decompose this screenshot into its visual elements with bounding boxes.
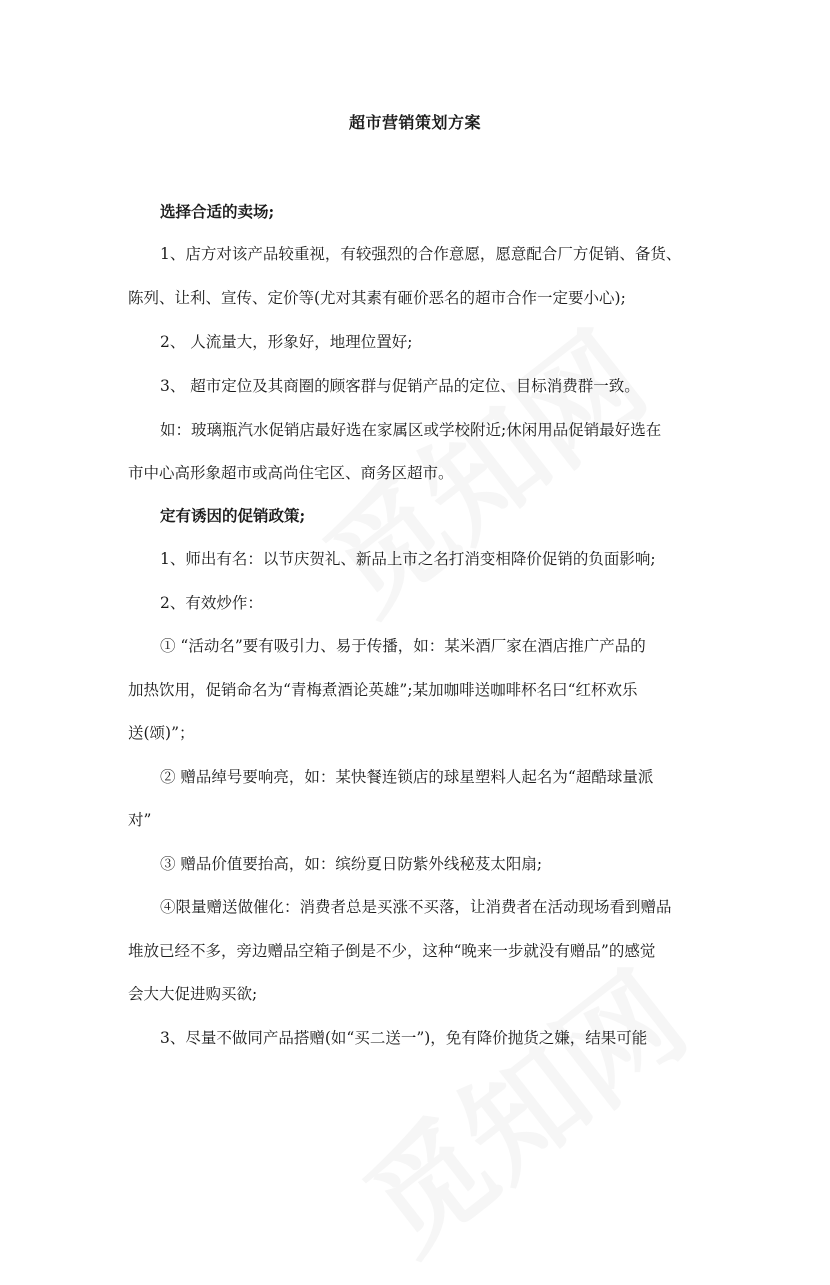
document-title: 超市营销策划方案 [348, 113, 481, 132]
section-heading: 选择合适的卖场; [160, 202, 275, 221]
paragraph-line: 送(颂)”； [128, 724, 195, 742]
paragraph-line: 堆放已经不多，旁边赠品空箱子倒是不少，这种“晚来一步就没有赠品”的感觉 [128, 942, 656, 960]
paragraph-line: 如：玻璃瓶汽水促销店最好选在家属区或学校附近;休闲用品促销最好选在 [160, 421, 662, 439]
paragraph-line: 1、师出有名：以节庆贺礼、新品上市之名打消变相降价促销的负面影响; [160, 550, 656, 568]
section-heading: 定有诱因的促销政策; [160, 506, 306, 525]
paragraph-line: 3、 超市定位及其商圈的顾客群与促销产品的定位、目标消费群一致。 [160, 377, 640, 395]
paragraph-line: ③ 赠品价值要抬高，如：缤纷夏日防紫外线秘芨太阳扇; [160, 855, 543, 873]
paragraph-line: ④限量赠送做催化：消费者总是买涨不买落，让消费者在活动现场看到赠品 [160, 898, 672, 916]
paragraph-line: ② 赠品绰号要响亮，如：某快餐连锁店的球星塑料人起名为“超酷球量派 [160, 768, 654, 786]
paragraph-line: 市中心高形象超市或高尚住宅区、商务区超市。 [128, 464, 454, 482]
paragraph-line: 会大大促进购买欲; [128, 985, 258, 1003]
paragraph-line: 对” [128, 811, 152, 829]
paragraph-line: 1、店方对该产品较重视，有较强烈的合作意愿，愿意配合厂方促销、备货、 [160, 245, 682, 263]
paragraph-line: ① “活动名”要有吸引力、易于传播，如：某米酒厂家在酒店推广产品的 [160, 637, 646, 655]
paragraph-line: 陈列、让利、宣传、定价等(尤对其素有砸价恶名的超市合作一定要小心); [128, 289, 626, 307]
paragraph-line: 2、有效炒作： [160, 594, 263, 612]
paragraph-line: 加热饮用，促销命名为“青梅煮酒论英雄”;某加咖啡送咖啡杯名曰“红杯欢乐 [128, 681, 638, 699]
paragraph-line: 3、尽量不做同产品搭赠(如“买二送一”)，免有降价抛货之嫌，结果可能 [160, 1029, 648, 1047]
paragraph-line: 2、 人流量大，形象好，地理位置好; [160, 333, 413, 351]
watermark [325, 927, 715, 1284]
